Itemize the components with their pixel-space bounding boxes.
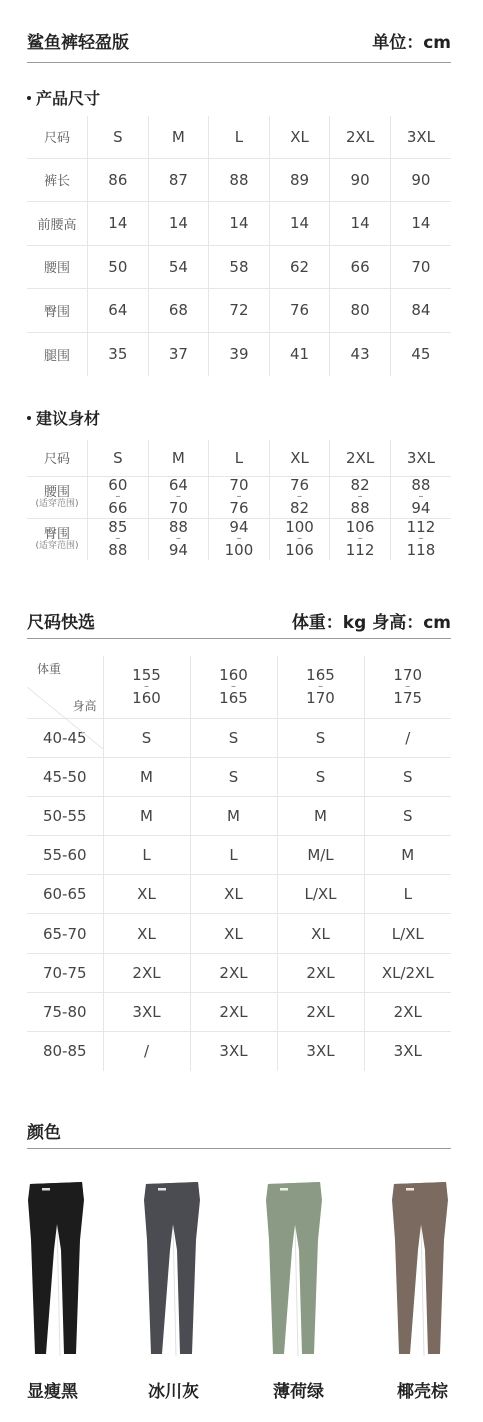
- range-to: 165: [219, 688, 248, 707]
- range-dash: –: [297, 533, 303, 545]
- size-cell: XL: [103, 914, 190, 953]
- row-label: 前腰高: [27, 202, 88, 246]
- row-label: 裤长: [27, 158, 88, 202]
- table-cell: [148, 476, 209, 518]
- size-cell: 2XL: [103, 953, 190, 992]
- table-cell: [209, 476, 270, 518]
- table-cell: 14: [330, 202, 391, 246]
- bullet-icon: [27, 416, 31, 420]
- size-cell: S: [277, 718, 364, 757]
- color-swatch: [388, 1180, 456, 1360]
- table-cell: 41: [269, 332, 330, 376]
- table-cell: 76: [269, 289, 330, 333]
- color-name: 显瘦黑: [27, 1382, 78, 1402]
- row-label-wrap: [27, 485, 87, 509]
- table-row: [27, 796, 451, 835]
- table-cell: 88: [209, 158, 270, 202]
- range: [132, 667, 161, 708]
- weight-cell: 40-45: [27, 718, 103, 757]
- header-cell: 3XL: [390, 116, 451, 158]
- size-cell: M: [103, 757, 190, 796]
- row-label-text: 臀围: [44, 527, 71, 543]
- range: [393, 667, 422, 708]
- divider: [27, 638, 451, 639]
- size-cell: L: [103, 836, 190, 875]
- leggings-icon: [388, 1180, 456, 1356]
- table-cell: [269, 476, 330, 518]
- size-cell: S: [190, 718, 277, 757]
- table-header-row: [27, 656, 451, 718]
- range-from: 60: [108, 475, 128, 494]
- suggested-heading: 建议身材: [27, 406, 100, 429]
- size-cell: 3XL: [277, 1032, 364, 1071]
- table-row: [27, 875, 451, 914]
- range-dash: –: [236, 533, 242, 545]
- row-label-text: 腰围: [44, 484, 71, 500]
- size-cell: 2XL: [190, 953, 277, 992]
- range-from: 170: [393, 665, 423, 684]
- row-label-note: (适穿范围): [35, 498, 79, 509]
- divider: [27, 1148, 451, 1149]
- quick-select-title: 尺码快选: [27, 613, 95, 633]
- table-row: [27, 757, 451, 796]
- weight-cell: 50-55: [27, 796, 103, 835]
- range-to: 94: [168, 541, 188, 560]
- range-to: 175: [393, 688, 423, 707]
- table-cell: 14: [148, 202, 209, 246]
- leggings-icon: [24, 1180, 92, 1356]
- range-to: 66: [108, 499, 128, 517]
- range-to: 112: [345, 541, 375, 560]
- range-to: 82: [289, 499, 310, 517]
- size-cell: M/L: [277, 836, 364, 875]
- range-dash: –: [418, 491, 424, 502]
- header-cell: 2XL: [330, 440, 391, 476]
- size-cell: M: [364, 836, 451, 875]
- row-label: [27, 476, 88, 518]
- size-cell: XL/2XL: [364, 953, 451, 992]
- table-row: [27, 245, 451, 289]
- table-cell: 43: [330, 332, 391, 376]
- quick-units: 体重：kg 身高：cm: [291, 613, 451, 633]
- table-row: [27, 992, 451, 1031]
- table-cell: [88, 476, 149, 518]
- table-cell: 39: [209, 332, 270, 376]
- range-from: 160: [219, 665, 248, 684]
- table-cell: 35: [88, 332, 149, 376]
- range: [290, 477, 309, 518]
- row-label-wrap: [27, 527, 87, 551]
- range-from: 94: [229, 518, 249, 536]
- leggings-icon: [262, 1180, 330, 1356]
- table-cell: 89: [269, 158, 330, 202]
- range-from: 88: [168, 518, 188, 536]
- table-cell: 87: [148, 158, 209, 202]
- range-to: 118: [406, 541, 436, 560]
- range-dash: –: [357, 491, 363, 502]
- range-from: 112: [406, 518, 436, 536]
- range-dash: –: [297, 491, 303, 502]
- table-cell: [330, 518, 391, 560]
- table-cell: 90: [330, 158, 391, 202]
- unit-label: 单位：cm: [372, 33, 451, 53]
- table-cell: 84: [390, 289, 451, 333]
- header-cell: M: [148, 116, 209, 158]
- weight-cell: 80-85: [27, 1032, 103, 1071]
- range-from: 82: [350, 475, 370, 494]
- size-cell: S: [277, 757, 364, 796]
- range-dash: –: [175, 533, 181, 545]
- size-cell: 3XL: [364, 1032, 451, 1071]
- range-from: 76: [289, 475, 310, 494]
- weight-axis-label: 体重: [37, 661, 62, 676]
- range: [108, 519, 127, 560]
- header-cell: S: [88, 440, 149, 476]
- color-swatch: [24, 1180, 92, 1360]
- range-dash: –: [236, 491, 242, 502]
- table-cell: 14: [269, 202, 330, 246]
- table-row: [27, 914, 451, 953]
- range-dash: –: [115, 533, 121, 545]
- size-cell: 3XL: [103, 992, 190, 1031]
- range: [351, 477, 370, 518]
- size-cell: M: [103, 796, 190, 835]
- range-from: 155: [132, 665, 161, 684]
- size-cell: L: [364, 875, 451, 914]
- size-cell: 2XL: [277, 992, 364, 1031]
- table-header-row: [27, 440, 451, 476]
- range-from: 85: [108, 518, 128, 536]
- table-cell: [390, 518, 451, 560]
- table-cell: 90: [390, 158, 451, 202]
- product-size-table: [27, 116, 451, 376]
- product-size-heading: 产品尺寸: [27, 86, 100, 109]
- leggings-icon: [140, 1180, 208, 1356]
- table-row: [27, 289, 451, 333]
- range: [407, 519, 436, 560]
- table-cell: 58: [209, 245, 270, 289]
- range: [229, 477, 248, 518]
- range-dash: –: [418, 533, 424, 545]
- color-name: 冰川灰: [148, 1382, 199, 1402]
- table-row: [27, 836, 451, 875]
- header-cell: M: [148, 440, 209, 476]
- header-cell: XL: [269, 116, 330, 158]
- row-label: 腿围: [27, 332, 88, 376]
- range-to: 94: [411, 499, 431, 517]
- range: [219, 667, 248, 708]
- table-cell: [390, 476, 451, 518]
- range-dash: –: [317, 680, 323, 692]
- range: [346, 519, 375, 560]
- range-to: 76: [229, 499, 249, 517]
- range: [306, 667, 335, 708]
- table-cell: 14: [390, 202, 451, 246]
- weight-cell: 55-60: [27, 836, 103, 875]
- table-cell: 72: [209, 289, 270, 333]
- table-cell: 64: [88, 289, 149, 333]
- color-swatch: [140, 1180, 208, 1360]
- range-dash: –: [405, 680, 411, 692]
- range-dash: –: [115, 491, 121, 502]
- quick-select-table: [27, 656, 451, 1071]
- table-cell: [330, 476, 391, 518]
- size-cell: S: [103, 718, 190, 757]
- weight-cell: 65-70: [27, 914, 103, 953]
- size-cell: XL: [103, 875, 190, 914]
- range: [169, 519, 188, 560]
- table-cell: 70: [390, 245, 451, 289]
- size-cell: XL: [190, 914, 277, 953]
- header-cell: 2XL: [330, 116, 391, 158]
- weight-cell: 60-65: [27, 875, 103, 914]
- range: [225, 519, 254, 560]
- table-row: [27, 518, 451, 560]
- table-cell: [148, 518, 209, 560]
- height-cell: [190, 656, 277, 718]
- header-cell: L: [209, 440, 270, 476]
- row-label: 腰围: [27, 245, 88, 289]
- range: [285, 519, 314, 560]
- range-to: 88: [108, 541, 128, 560]
- corner-cell: [27, 656, 103, 718]
- size-cell: M: [190, 796, 277, 835]
- size-cell: L/XL: [277, 875, 364, 914]
- header-cell: 尺码: [44, 131, 71, 147]
- range: [411, 477, 430, 518]
- range-dash: –: [143, 680, 149, 692]
- size-cell: S: [364, 757, 451, 796]
- color-name: 薄荷绿: [273, 1382, 324, 1402]
- height-axis-label: 身高: [72, 698, 97, 713]
- divider: [27, 62, 451, 63]
- table-cell: [209, 518, 270, 560]
- table-row: [27, 1032, 451, 1071]
- header-cell: XL: [269, 440, 330, 476]
- table-cell: 37: [148, 332, 209, 376]
- size-cell: L: [190, 836, 277, 875]
- color-swatch: [262, 1180, 330, 1360]
- table-cell: 50: [88, 245, 149, 289]
- range-to: 100: [224, 541, 254, 560]
- table-cell: 62: [269, 245, 330, 289]
- range: [169, 477, 188, 518]
- size-cell: 2XL: [277, 953, 364, 992]
- table-cell: 45: [390, 332, 451, 376]
- colors-heading: 颜色: [27, 1123, 61, 1143]
- header-cell: 3XL: [390, 440, 451, 476]
- table-cell: 66: [330, 245, 391, 289]
- range: [108, 477, 127, 518]
- size-cell: XL: [190, 875, 277, 914]
- weight-cell: 75-80: [27, 992, 103, 1031]
- header-cell: 尺码: [44, 452, 71, 468]
- size-cell: 3XL: [190, 1032, 277, 1071]
- size-cell: XL: [277, 914, 364, 953]
- height-cell: [277, 656, 364, 718]
- size-cell: 2XL: [364, 992, 451, 1031]
- header-cell: S: [88, 116, 149, 158]
- table-cell: 54: [148, 245, 209, 289]
- range-to: 160: [132, 688, 161, 707]
- range-from: 100: [285, 518, 314, 536]
- table-row: [27, 332, 451, 376]
- suggested-size-table: [27, 440, 451, 560]
- table-row: [27, 202, 451, 246]
- table-row: [27, 158, 451, 202]
- header-cell: L: [209, 116, 270, 158]
- range-from: 106: [345, 518, 375, 536]
- table-row: [27, 476, 451, 518]
- bullet-icon: [27, 96, 31, 100]
- row-label-note: (适穿范围): [35, 541, 79, 552]
- height-cell: [364, 656, 451, 718]
- size-cell: /: [103, 1032, 190, 1071]
- range-from: 88: [411, 475, 431, 494]
- range-to: 70: [168, 499, 188, 517]
- table-row: [27, 953, 451, 992]
- range-dash: –: [230, 680, 236, 692]
- table-cell: [269, 518, 330, 560]
- weight-cell: 45-50: [27, 757, 103, 796]
- table-cell: [88, 518, 149, 560]
- size-cell: M: [277, 796, 364, 835]
- table-cell: 86: [88, 158, 149, 202]
- range-dash: –: [357, 533, 363, 545]
- table-cell: 14: [88, 202, 149, 246]
- weight-cell: 70-75: [27, 953, 103, 992]
- range-from: 70: [229, 475, 249, 494]
- size-cell: /: [364, 718, 451, 757]
- table-header-row: [27, 116, 451, 158]
- row-label: [27, 518, 88, 560]
- size-cell: L/XL: [364, 914, 451, 953]
- table-cell: 68: [148, 289, 209, 333]
- color-name: 椰壳棕: [397, 1382, 448, 1402]
- size-cell: S: [364, 796, 451, 835]
- table-cell: 14: [209, 202, 270, 246]
- range-from: 64: [168, 475, 188, 494]
- row-label: 臀围: [27, 289, 88, 333]
- table-cell: 80: [330, 289, 391, 333]
- range-to: 170: [306, 688, 335, 707]
- range-dash: –: [175, 491, 181, 502]
- range-to: 88: [350, 499, 370, 517]
- page-title: 鲨鱼裤轻盈版: [27, 33, 129, 53]
- size-cell: 2XL: [190, 992, 277, 1031]
- range-to: 106: [285, 541, 314, 560]
- height-cell: [103, 656, 190, 718]
- range-from: 165: [306, 665, 335, 684]
- size-cell: S: [190, 757, 277, 796]
